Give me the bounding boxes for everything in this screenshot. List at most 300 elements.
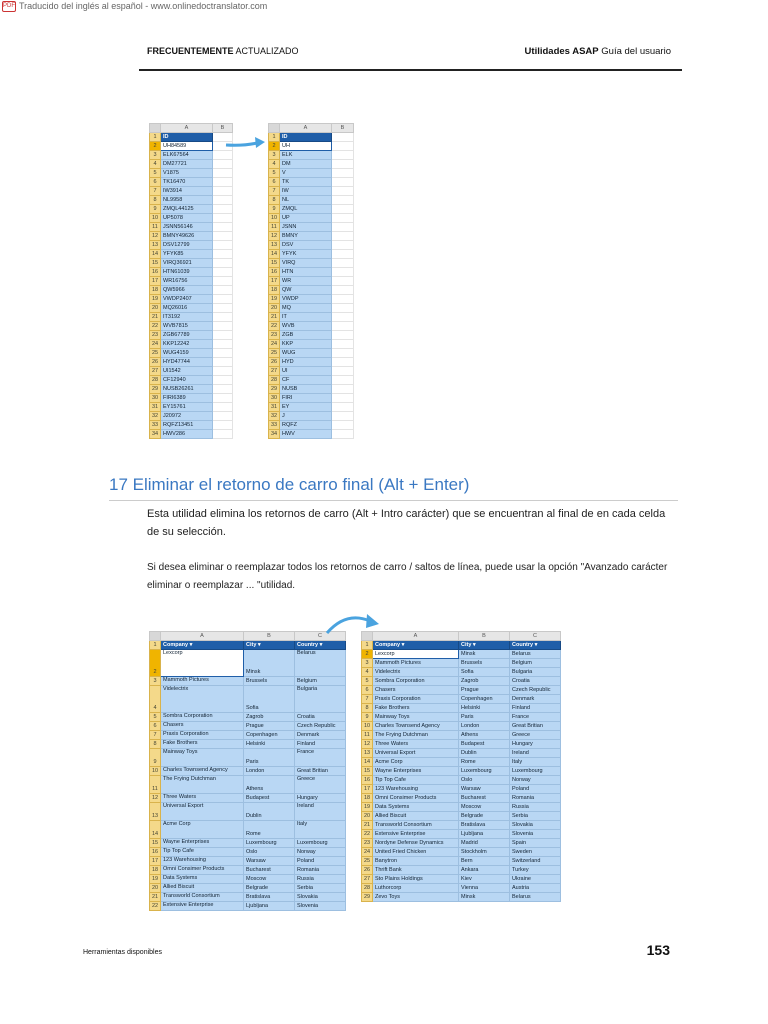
row-number: 8	[362, 704, 373, 713]
country-cell: Austria	[510, 884, 561, 893]
column-letter: B	[244, 632, 295, 641]
sheet-after-companies	[361, 631, 561, 902]
row-number: 2	[362, 650, 373, 659]
table-row	[269, 385, 354, 394]
empty-cell	[332, 295, 354, 304]
header-rule	[139, 69, 682, 71]
empty-cell	[213, 268, 233, 277]
city-cell: Vienna	[459, 884, 510, 893]
city-cell: Oslo	[459, 776, 510, 785]
city-cell: Dublin	[244, 803, 295, 821]
company-cell: Data Systems	[161, 875, 244, 884]
table-row	[150, 394, 233, 403]
running-header-left	[147, 46, 299, 56]
city-cell: Budapest	[244, 794, 295, 803]
id-cell: JSNN	[280, 223, 332, 232]
city-cell: Copenhagen	[459, 695, 510, 704]
city-cell: Prague	[244, 722, 295, 731]
id-cell: UI	[280, 367, 332, 376]
country-cell: Italy	[295, 821, 346, 839]
row-number: 15	[150, 839, 161, 848]
empty-cell	[332, 340, 354, 349]
table-row	[269, 304, 354, 313]
row-number: 7	[269, 187, 280, 196]
row-number: 11	[269, 223, 280, 232]
id-cell: J20972	[161, 412, 213, 421]
empty-cell	[213, 232, 233, 241]
company-cell: Banytron	[373, 857, 459, 866]
country-cell: Finland	[510, 704, 561, 713]
row-number: 12	[362, 740, 373, 749]
row-number: 33	[150, 421, 161, 430]
row-number: 10	[150, 767, 161, 776]
id-cell: JSNN56146	[161, 223, 213, 232]
city-cell: Copenhagen	[244, 731, 295, 740]
company-cell: Charles Townsend Agency	[373, 722, 459, 731]
row-number: 14	[269, 250, 280, 259]
row-number: 12	[150, 794, 161, 803]
country-cell: Slovakia	[295, 893, 346, 902]
country-cell: Serbia	[295, 884, 346, 893]
row-number: 18	[150, 866, 161, 875]
city-cell: Ljubljana	[459, 830, 510, 839]
id-cell: QW	[280, 286, 332, 295]
city-cell: Moscow	[244, 875, 295, 884]
company-cell: Wayne Enterprises	[161, 839, 244, 848]
city-cell: Ljubljana	[244, 902, 295, 911]
company-cell: Chasers	[373, 686, 459, 695]
row-number: 29	[269, 385, 280, 394]
table-row	[362, 740, 561, 749]
sheet-corner	[150, 124, 161, 133]
table-row	[150, 403, 233, 412]
company-cell: Fake Brothers	[161, 740, 244, 749]
header-cell: City ▾	[244, 641, 295, 650]
empty-cell	[213, 286, 233, 295]
table-row	[362, 839, 561, 848]
row-number: 9	[150, 205, 161, 214]
country-cell: Hungary	[295, 794, 346, 803]
empty-cell	[213, 187, 233, 196]
table-row	[362, 821, 561, 830]
table-row	[269, 430, 354, 439]
empty-cell	[213, 214, 233, 223]
city-cell: Paris	[244, 749, 295, 767]
table-row	[150, 277, 233, 286]
arrow-right-icon	[224, 134, 266, 152]
country-cell: Great Britian	[510, 722, 561, 731]
empty-cell	[332, 277, 354, 286]
table-row	[269, 403, 354, 412]
id-cell: UP5078	[161, 214, 213, 223]
table-row	[150, 250, 233, 259]
company-cell: Praxis Corporation	[373, 695, 459, 704]
company-cell: 123 Warehousing	[161, 857, 244, 866]
table-row	[150, 169, 233, 178]
table-row	[150, 412, 233, 421]
table-row	[150, 151, 233, 160]
row-number: 1	[362, 641, 373, 650]
table-row	[362, 659, 561, 668]
city-cell: Dublin	[459, 749, 510, 758]
row-number: 14	[150, 821, 161, 839]
id-cell: WR16756	[161, 277, 213, 286]
city-cell: Prague	[459, 686, 510, 695]
empty-cell	[332, 385, 354, 394]
city-cell: Madrid	[459, 839, 510, 848]
country-cell: Belarus	[510, 650, 561, 659]
id-cell: EY15761	[161, 403, 213, 412]
country-cell: Ireland	[510, 749, 561, 758]
table-row	[150, 421, 233, 430]
row-number: 22	[150, 902, 161, 911]
table-row	[269, 412, 354, 421]
country-cell: Belgium	[295, 677, 346, 686]
row-number: 30	[269, 394, 280, 403]
column-header-row	[269, 124, 354, 133]
row-number: 9	[269, 205, 280, 214]
table-row	[150, 241, 233, 250]
row-number: 28	[150, 376, 161, 385]
city-cell: Brussels	[459, 659, 510, 668]
id-cell: MQ26016	[161, 304, 213, 313]
id-cell: MQ	[280, 304, 332, 313]
row-number: 15	[362, 767, 373, 776]
row-number: 20	[362, 812, 373, 821]
company-cell: Acme Corp	[373, 758, 459, 767]
id-cell: VIRQ	[280, 259, 332, 268]
city-cell: Minsk	[459, 893, 510, 902]
country-cell: Switzerland	[510, 857, 561, 866]
empty-cell	[213, 295, 233, 304]
empty-cell	[332, 286, 354, 295]
row-number: 29	[362, 893, 373, 902]
company-cell: Acme Corp	[161, 821, 244, 839]
country-cell: Spain	[510, 839, 561, 848]
row-number: 31	[269, 403, 280, 412]
id-cell: IW	[280, 187, 332, 196]
id-cell: IT3192	[161, 313, 213, 322]
country-cell: Czech Republic	[510, 686, 561, 695]
country-cell: Denmark	[510, 695, 561, 704]
company-cell: Allied Biscuit	[373, 812, 459, 821]
row-number: 16	[362, 776, 373, 785]
column-letter: A	[280, 124, 332, 133]
id-cell: EY	[280, 403, 332, 412]
id-cell: TK16470	[161, 178, 213, 187]
country-cell: Ireland	[295, 803, 346, 821]
row-number: 11	[150, 223, 161, 232]
table-row	[362, 668, 561, 677]
row-number: 19	[150, 875, 161, 884]
table-row	[362, 893, 561, 902]
country-cell: Czech Republic	[295, 722, 346, 731]
id-cell: BMNY49626	[161, 232, 213, 241]
table-row	[150, 331, 233, 340]
row-number: 12	[269, 232, 280, 241]
city-cell: Helsinki	[459, 704, 510, 713]
table-row	[362, 866, 561, 875]
table-row	[150, 893, 346, 902]
empty-cell	[332, 169, 354, 178]
table-row	[269, 232, 354, 241]
country-cell: Slovenia	[295, 902, 346, 911]
document-icon: PDF	[2, 1, 16, 12]
country-cell: Romania	[295, 866, 346, 875]
table-row	[150, 749, 346, 767]
sheet-corner	[362, 632, 373, 641]
table-row	[269, 313, 354, 322]
table-row	[269, 142, 354, 151]
empty-cell	[213, 421, 233, 430]
city-cell: Bratislava	[244, 893, 295, 902]
table-row	[362, 677, 561, 686]
city-cell: Minsk	[244, 650, 295, 677]
table-row	[150, 839, 346, 848]
table-row	[362, 731, 561, 740]
id-cell: DM27721	[161, 160, 213, 169]
table-row	[362, 776, 561, 785]
table-row	[150, 430, 233, 439]
empty-cell	[332, 259, 354, 268]
table-row	[362, 875, 561, 884]
table-row	[269, 196, 354, 205]
row-number: 7	[362, 695, 373, 704]
row-number: 26	[269, 358, 280, 367]
country-cell: Poland	[510, 785, 561, 794]
company-cell: Tip Top Cafe	[161, 848, 244, 857]
company-cell: Fake Brothers	[373, 704, 459, 713]
country-cell: Croatia	[295, 713, 346, 722]
table-row	[362, 830, 561, 839]
id-cell: ZMQL44125	[161, 205, 213, 214]
column-letter: C	[510, 632, 561, 641]
sheet-before-companies	[149, 631, 346, 911]
id-cell: TK	[280, 178, 332, 187]
row-number: 3	[362, 659, 373, 668]
country-cell: Norway	[295, 848, 346, 857]
company-cell: Universal Export	[373, 749, 459, 758]
id-cell: CF	[280, 376, 332, 385]
company-cell: Sto Plains Holdings	[373, 875, 459, 884]
row-number: 8	[269, 196, 280, 205]
country-cell: Belarus	[510, 893, 561, 902]
city-cell: Ankara	[459, 866, 510, 875]
company-cell: Three Waters	[161, 794, 244, 803]
row-number: 3	[150, 151, 161, 160]
company-cell: Data Systems	[373, 803, 459, 812]
empty-cell	[332, 331, 354, 340]
company-cell: Mammoth Pictures	[373, 659, 459, 668]
row-number: 23	[150, 331, 161, 340]
table-row	[150, 259, 233, 268]
table-row	[269, 169, 354, 178]
id-cell: HYD	[280, 358, 332, 367]
header-cell: Country ▾	[510, 641, 561, 650]
id-cell: HTN61039	[161, 268, 213, 277]
row-number: 23	[362, 839, 373, 848]
id-cell: ZGB	[280, 331, 332, 340]
id-cell: UH84589	[161, 142, 213, 151]
id-cell: VWDP	[280, 295, 332, 304]
empty-cell	[332, 412, 354, 421]
empty-cell	[213, 196, 233, 205]
row-number: 10	[150, 214, 161, 223]
header-cell: Company ▾	[161, 641, 244, 650]
row-number: 3	[150, 677, 161, 686]
company-cell: Videlectrix	[373, 668, 459, 677]
empty-cell	[213, 169, 233, 178]
id-cell: CF12940	[161, 376, 213, 385]
row-number: 21	[150, 893, 161, 902]
table-row	[150, 722, 346, 731]
country-cell: Russia	[510, 803, 561, 812]
table-row	[150, 340, 233, 349]
table-row	[150, 358, 233, 367]
table-row	[269, 376, 354, 385]
header-cell: Country ▾	[295, 641, 346, 650]
row-number: 34	[269, 430, 280, 439]
sheet-after-ids	[268, 123, 354, 439]
table-row	[269, 358, 354, 367]
table-row	[269, 205, 354, 214]
empty-cell	[213, 412, 233, 421]
city-cell: Oslo	[244, 848, 295, 857]
city-cell: Luxembourg	[244, 839, 295, 848]
id-cell: FIRI6389	[161, 394, 213, 403]
table-row	[150, 160, 233, 169]
row-number: 21	[150, 313, 161, 322]
column-header-row	[150, 124, 233, 133]
empty-cell	[213, 358, 233, 367]
company-cell: Omni Consimer Products	[161, 866, 244, 875]
country-cell: Hungary	[510, 740, 561, 749]
city-cell: Budapest	[459, 740, 510, 749]
empty-cell	[213, 367, 233, 376]
row-number: 11	[362, 731, 373, 740]
id-cell: WVB	[280, 322, 332, 331]
id-cell: RQFZ13451	[161, 421, 213, 430]
row-number: 6	[269, 178, 280, 187]
row-number: 32	[150, 412, 161, 421]
table-row	[269, 250, 354, 259]
empty-cell	[332, 358, 354, 367]
table-row	[269, 241, 354, 250]
row-number: 5	[150, 169, 161, 178]
table-row	[362, 785, 561, 794]
id-cell: V	[280, 169, 332, 178]
country-cell: Bulgaria	[295, 686, 346, 713]
header-left-rest: ACTUALIZADO	[233, 46, 299, 56]
row-number: 18	[150, 286, 161, 295]
row-number: 7	[150, 731, 161, 740]
company-cell: Three Waters	[373, 740, 459, 749]
table-row	[269, 394, 354, 403]
empty-cell	[213, 385, 233, 394]
table-row	[150, 268, 233, 277]
row-number: 3	[269, 151, 280, 160]
section-title: 17 Eliminar el retorno de carro final (Alt + Enter)	[109, 475, 470, 494]
row-number: 24	[150, 340, 161, 349]
table-row	[269, 160, 354, 169]
table-row	[362, 686, 561, 695]
row-number: 23	[269, 331, 280, 340]
table-row	[150, 821, 346, 839]
row-number: 21	[269, 313, 280, 322]
table-row	[150, 875, 346, 884]
row-number: 6	[150, 722, 161, 731]
row-number: 17	[362, 785, 373, 794]
row-number: 34	[150, 430, 161, 439]
header-cell: Company ▾	[373, 641, 459, 650]
country-cell: France	[295, 749, 346, 767]
row-number: 30	[150, 394, 161, 403]
empty-cell	[213, 178, 233, 187]
country-cell: Slovenia	[510, 830, 561, 839]
company-cell: Transworld Consortium	[161, 893, 244, 902]
row-number: 19	[269, 295, 280, 304]
empty-cell	[332, 214, 354, 223]
row-number: 19	[362, 803, 373, 812]
city-cell: Rome	[244, 821, 295, 839]
row-number: 16	[150, 268, 161, 277]
table-row	[269, 331, 354, 340]
table-row	[150, 367, 233, 376]
table-row	[150, 304, 233, 313]
row-number: 18	[269, 286, 280, 295]
row-number: 16	[150, 848, 161, 857]
table-row	[269, 286, 354, 295]
row-number: 4	[362, 668, 373, 677]
country-cell: Turkey	[510, 866, 561, 875]
id-cell: IT	[280, 313, 332, 322]
table-row	[362, 812, 561, 821]
company-cell: 123 Warehousing	[373, 785, 459, 794]
empty-cell	[332, 241, 354, 250]
table-row	[269, 322, 354, 331]
table-row	[150, 349, 233, 358]
row-number: 24	[269, 340, 280, 349]
company-cell: Videlectrix	[161, 686, 244, 713]
row-number: 13	[362, 749, 373, 758]
table-row	[150, 295, 233, 304]
table-row	[269, 187, 354, 196]
id-cell: WUG4159	[161, 349, 213, 358]
company-cell: Chasers	[161, 722, 244, 731]
row-number: 5	[269, 169, 280, 178]
row-number: 25	[150, 349, 161, 358]
row-number: 2	[150, 650, 161, 677]
row-number: 27	[269, 367, 280, 376]
country-cell: Slovakia	[510, 821, 561, 830]
company-cell: Sombra Corporation	[161, 713, 244, 722]
country-cell: Great Britian	[295, 767, 346, 776]
row-number: 8	[150, 196, 161, 205]
table-row	[362, 803, 561, 812]
row-number: 20	[269, 304, 280, 313]
id-cell: HYD47744	[161, 358, 213, 367]
row-number: 21	[362, 821, 373, 830]
city-cell: Brussels	[244, 677, 295, 686]
row-number: 6	[150, 178, 161, 187]
country-cell: Poland	[295, 857, 346, 866]
city-cell: London	[459, 722, 510, 731]
row-number: 29	[150, 385, 161, 394]
row-number: 31	[150, 403, 161, 412]
translation-banner[interactable]	[2, 0, 267, 12]
company-cell: Allied Biscuit	[161, 884, 244, 893]
header-row	[362, 641, 561, 650]
